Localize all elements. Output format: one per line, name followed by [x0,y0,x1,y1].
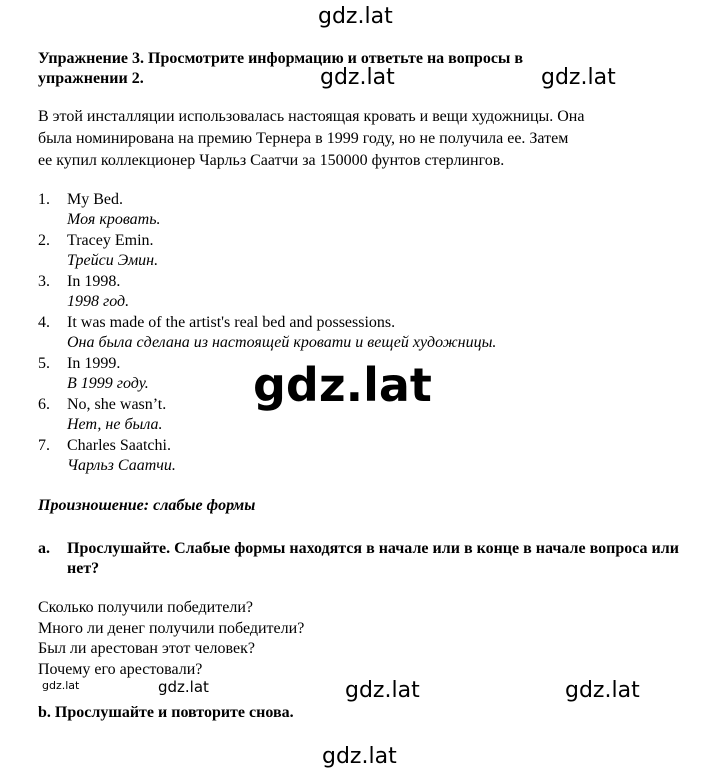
paragraph-line-2: была номинирована на премию Тернера в 1999 году, но не получила ее. Затем [38,130,569,147]
answer-russian: В 1999 году. [67,375,149,392]
answer-number: 6. [38,396,50,413]
answer-number: 5. [38,355,50,372]
pronunciation-title: Произношение: слабые формы [38,497,256,514]
answer-english: It was made of the artist's real bed and possessions. [67,314,396,331]
watermark-header-right: gdz.lat [541,65,616,90]
answer-number: 4. [38,314,50,331]
question-list [38,598,304,680]
exercise-heading-line2: упражнении 2. [38,70,144,87]
task-b-text: b. Прослушайте и повторите снова. [38,704,294,721]
watermark-tiny: gdz.lat [42,679,80,692]
question-line: Был ли арестован этот человек? [38,640,255,657]
task-a-label: a. [38,540,50,557]
answer-english: In 1999. [67,355,121,372]
answer-russian: Трейси Эмин. [67,252,159,269]
watermark-small-left: gdz.lat [158,678,209,696]
exercise-heading-line1: Упражнение 3. Просмотрите информацию и ответьте на вопросы в [38,50,524,67]
answer-english: In 1998. [67,273,121,290]
answer-russian: Моя кровать. [67,211,161,228]
answer-russian: 1998 год. [67,293,130,310]
answer-number: 3. [38,273,50,290]
answer-russian: Нет, не была. [67,416,163,433]
question-line: Почему его арестовали? [38,660,203,678]
watermark-bottom: gdz.lat [322,744,397,769]
answer-english: Charles Saatchi. [67,437,171,454]
watermark-center-large: gdz.lat [253,358,432,412]
paragraph-line-1: В этой инсталляции использовалась настоящая кровать и вещи художницы. Она [38,108,585,125]
paragraph-line-3: ее купил коллекционер Чарльз Саатчи за 150000 фунтов стерлингов. [38,152,505,169]
answer-number: 7. [38,437,50,454]
answer-russian: Она была сделана из настоящей кровати и вещей художницы. [67,334,497,351]
question-line: Много ли денег получили победители? [38,619,305,637]
watermark-header-left: gdz.lat [320,65,395,90]
answer-english: Tracey Emin. [67,232,154,249]
answer-number: 2. [38,232,50,249]
task-a-text: Прослушайте. Слабые формы находятся в начале или в конце в начале вопроса или нет? [67,540,679,577]
question-line: Сколько получили победители? [38,599,253,616]
watermark-bottom-right: gdz.lat [565,678,640,703]
answer-english: My Bed. [67,191,123,208]
watermark-bottom-mid: gdz.lat [345,678,420,703]
answer-russian: Чарльз Саатчи. [67,457,176,474]
watermark-top: gdz.lat [318,4,393,29]
answer-number: 1. [38,191,50,208]
answer-english: No, she wasn’t. [67,396,167,413]
